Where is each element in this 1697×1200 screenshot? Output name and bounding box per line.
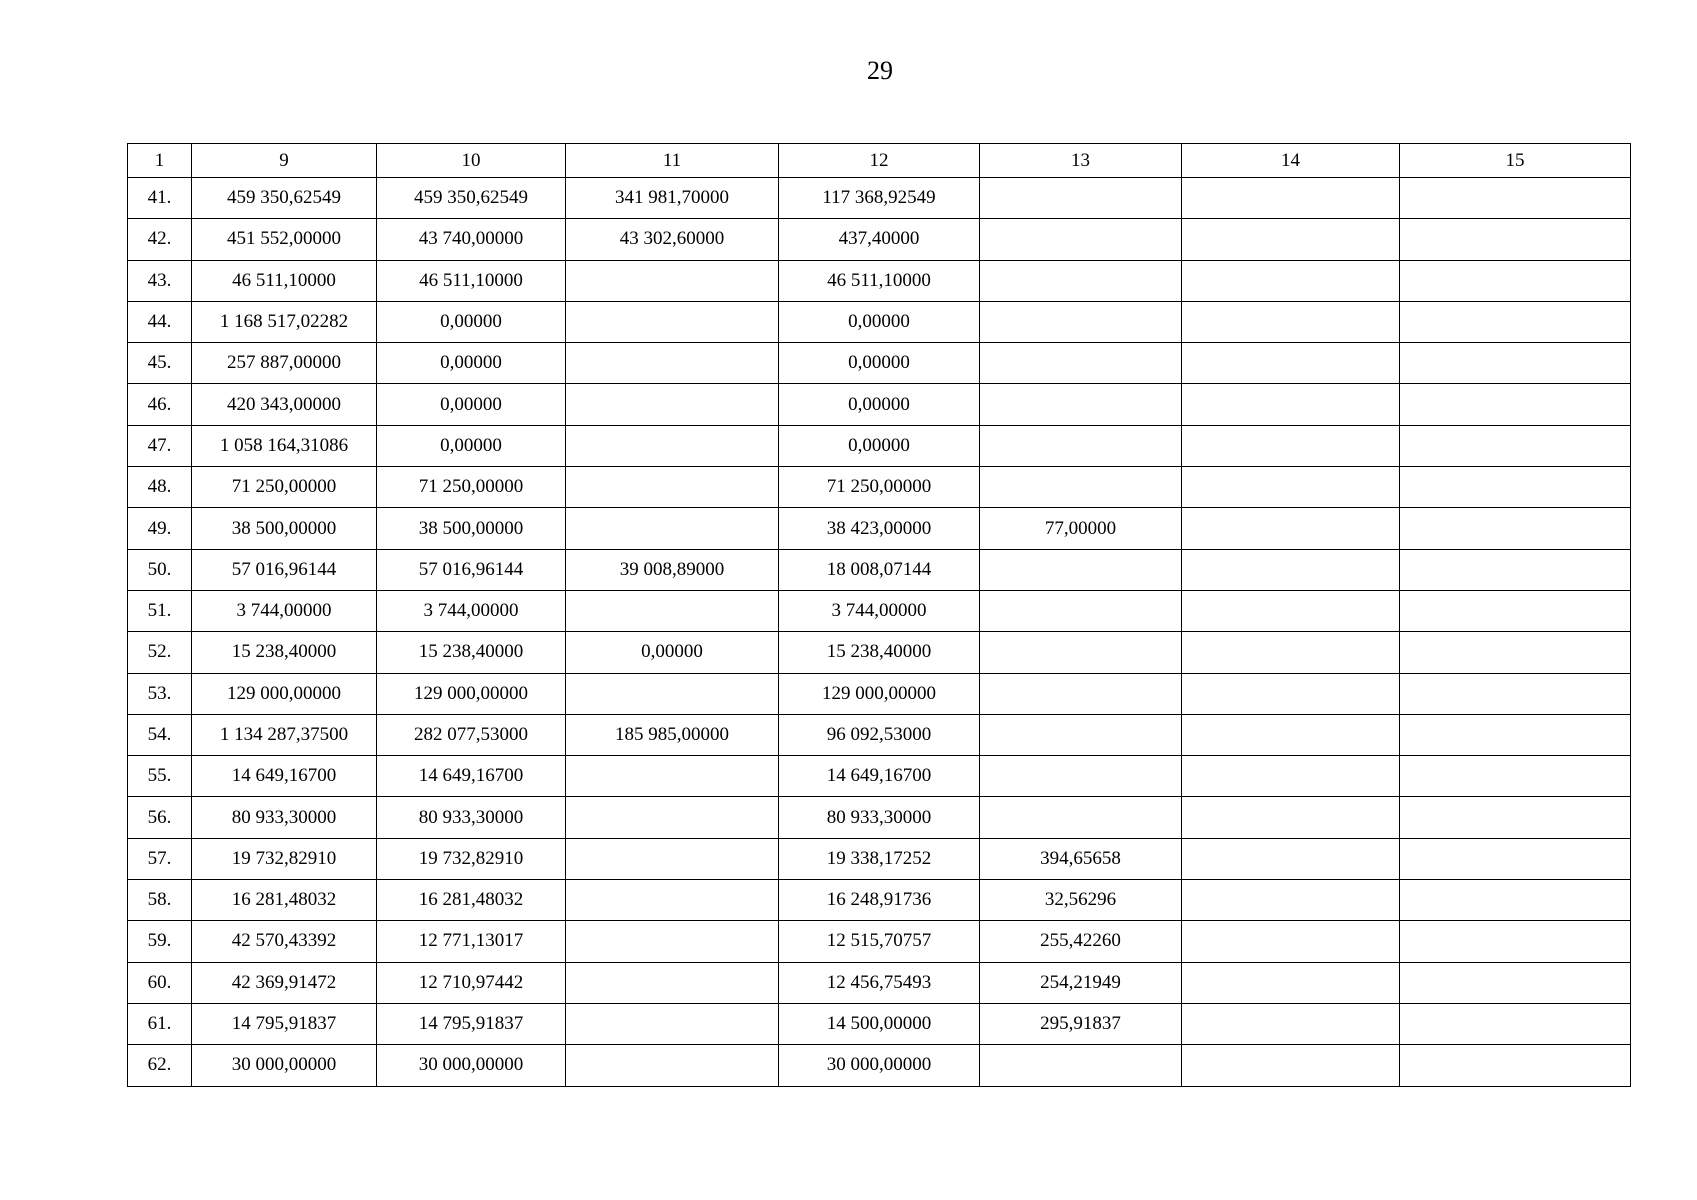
table-cell: [1400, 673, 1631, 714]
table-cell: 255,42260: [980, 921, 1182, 962]
table-cell: 14 500,00000: [779, 1003, 980, 1044]
table-cell: 185 985,00000: [566, 714, 779, 755]
table-cell: [1182, 590, 1400, 631]
table-cell: 341 981,70000: [566, 178, 779, 219]
table-cell: [980, 260, 1182, 301]
table-cell: [566, 921, 779, 962]
row-number-cell: 58.: [128, 880, 192, 921]
table-cell: 71 250,00000: [779, 467, 980, 508]
table-cell: 80 933,30000: [192, 797, 377, 838]
table-cell: [1182, 921, 1400, 962]
table-row: [128, 384, 1631, 425]
table-cell: [566, 1003, 779, 1044]
row-number-cell: 60.: [128, 962, 192, 1003]
table-cell: 14 649,16700: [192, 756, 377, 797]
table-row: [128, 921, 1631, 962]
table-cell: 129 000,00000: [192, 673, 377, 714]
table-cell: 38 500,00000: [377, 508, 566, 549]
table-cell: [1182, 962, 1400, 1003]
table-cell: 30 000,00000: [779, 1045, 980, 1086]
table-cell: [1400, 756, 1631, 797]
table-cell: [1400, 962, 1631, 1003]
table-cell: 0,00000: [377, 301, 566, 342]
table-cell: 451 552,00000: [192, 219, 377, 260]
table-cell: 129 000,00000: [377, 673, 566, 714]
table-cell: [980, 714, 1182, 755]
table-row: [128, 1003, 1631, 1044]
table-cell: [1400, 425, 1631, 466]
table-cell: [1400, 921, 1631, 962]
table-row: [128, 508, 1631, 549]
table-cell: [1182, 178, 1400, 219]
table-cell: [1182, 301, 1400, 342]
table-cell: [1400, 219, 1631, 260]
table-cell: 3 744,00000: [192, 590, 377, 631]
table-cell: 42 570,43392: [192, 921, 377, 962]
table-row: [128, 880, 1631, 921]
table-cell: [1182, 756, 1400, 797]
table-cell: [1400, 549, 1631, 590]
table-cell: [980, 178, 1182, 219]
row-number-cell: 41.: [128, 178, 192, 219]
table-cell: 295,91837: [980, 1003, 1182, 1044]
table-cell: 437,40000: [779, 219, 980, 260]
table-cell: [1400, 260, 1631, 301]
table-cell: [1182, 219, 1400, 260]
table-cell: [1182, 797, 1400, 838]
row-number-cell: 51.: [128, 590, 192, 631]
table-row: [128, 797, 1631, 838]
table-body: [128, 178, 1631, 1087]
row-number-cell: 43.: [128, 260, 192, 301]
table-cell: [566, 880, 779, 921]
table-cell: [1182, 467, 1400, 508]
table-row: [128, 343, 1631, 384]
table-cell: [1182, 425, 1400, 466]
table-cell: 46 511,10000: [779, 260, 980, 301]
table-row: [128, 838, 1631, 879]
row-number-cell: 47.: [128, 425, 192, 466]
table-cell: [980, 1045, 1182, 1086]
table-cell: [566, 797, 779, 838]
table-cell: 1 168 517,02282: [192, 301, 377, 342]
table-cell: 14 795,91837: [377, 1003, 566, 1044]
table-cell: 14 649,16700: [779, 756, 980, 797]
table-cell: 12 515,70757: [779, 921, 980, 962]
table-cell: 0,00000: [566, 632, 779, 673]
table-cell: [1400, 384, 1631, 425]
table-cell: 19 732,82910: [192, 838, 377, 879]
table-cell: [1182, 260, 1400, 301]
table-cell: 38 500,00000: [192, 508, 377, 549]
table-cell: [1400, 467, 1631, 508]
table-cell: 282 077,53000: [377, 714, 566, 755]
page-number: 29: [867, 56, 893, 85]
table-cell: 14 795,91837: [192, 1003, 377, 1044]
table-cell: 43 740,00000: [377, 219, 566, 260]
table-cell: [566, 343, 779, 384]
row-number-cell: 49.: [128, 508, 192, 549]
table-row: [128, 714, 1631, 755]
table-row: [128, 590, 1631, 631]
table-cell: [1182, 632, 1400, 673]
table-cell: 46 511,10000: [377, 260, 566, 301]
table-cell: 117 368,92549: [779, 178, 980, 219]
table-cell: [566, 508, 779, 549]
table-cell: 80 933,30000: [377, 797, 566, 838]
table-cell: [980, 384, 1182, 425]
table-cell: 19 338,17252: [779, 838, 980, 879]
table-cell: 3 744,00000: [779, 590, 980, 631]
table-cell: 420 343,00000: [192, 384, 377, 425]
table-cell: [1400, 632, 1631, 673]
table-cell: 30 000,00000: [377, 1045, 566, 1086]
row-number-cell: 62.: [128, 1045, 192, 1086]
column-header: 14: [1182, 144, 1400, 178]
column-header: 13: [980, 144, 1182, 178]
table-cell: 394,65658: [980, 838, 1182, 879]
table-cell: 0,00000: [779, 301, 980, 342]
table-cell: [1182, 384, 1400, 425]
table-cell: [980, 343, 1182, 384]
table-cell: [980, 549, 1182, 590]
table-cell: 0,00000: [779, 343, 980, 384]
table-cell: 19 732,82910: [377, 838, 566, 879]
table-cell: 15 238,40000: [779, 632, 980, 673]
table-cell: [980, 590, 1182, 631]
table-cell: 1 058 164,31086: [192, 425, 377, 466]
table-cell: 15 238,40000: [377, 632, 566, 673]
table-cell: 16 281,48032: [377, 880, 566, 921]
row-number-cell: 48.: [128, 467, 192, 508]
table-cell: 14 649,16700: [377, 756, 566, 797]
table-cell: 0,00000: [377, 425, 566, 466]
table-cell: 3 744,00000: [377, 590, 566, 631]
table-cell: [980, 425, 1182, 466]
column-header: 11: [566, 144, 779, 178]
table-cell: 57 016,96144: [192, 549, 377, 590]
table-cell: [1400, 714, 1631, 755]
row-number-cell: 42.: [128, 219, 192, 260]
row-number-cell: 52.: [128, 632, 192, 673]
table-cell: [1182, 343, 1400, 384]
table-cell: [1400, 1003, 1631, 1044]
table-cell: [1182, 880, 1400, 921]
table-cell: 39 008,89000: [566, 549, 779, 590]
table-cell: 0,00000: [377, 384, 566, 425]
table-cell: [1400, 1045, 1631, 1086]
table-cell: 32,56296: [980, 880, 1182, 921]
table-cell: [1182, 1045, 1400, 1086]
data-table: [127, 143, 1631, 1087]
table-cell: 0,00000: [377, 343, 566, 384]
table-cell: [566, 756, 779, 797]
table-cell: 459 350,62549: [192, 178, 377, 219]
table-row: [128, 425, 1631, 466]
table-cell: 15 238,40000: [192, 632, 377, 673]
table-cell: 18 008,07144: [779, 549, 980, 590]
row-number-cell: 44.: [128, 301, 192, 342]
table-cell: [566, 260, 779, 301]
table-cell: 12 771,13017: [377, 921, 566, 962]
table-cell: 129 000,00000: [779, 673, 980, 714]
table-cell: 71 250,00000: [192, 467, 377, 508]
table-cell: [566, 425, 779, 466]
table-cell: 0,00000: [779, 384, 980, 425]
row-number-cell: 50.: [128, 549, 192, 590]
table-cell: [1182, 673, 1400, 714]
row-number-cell: 46.: [128, 384, 192, 425]
table-cell: 42 369,91472: [192, 962, 377, 1003]
table-cell: [1182, 549, 1400, 590]
table-cell: [566, 962, 779, 1003]
table-cell: [980, 301, 1182, 342]
table-cell: [1182, 838, 1400, 879]
table-cell: [1400, 797, 1631, 838]
table-cell: 0,00000: [779, 425, 980, 466]
table-row: [128, 1045, 1631, 1086]
column-header: 12: [779, 144, 980, 178]
row-number-cell: 45.: [128, 343, 192, 384]
table-cell: 459 350,62549: [377, 178, 566, 219]
table-cell: [566, 384, 779, 425]
table-cell: [1400, 178, 1631, 219]
table-cell: 80 933,30000: [779, 797, 980, 838]
table-cell: [566, 673, 779, 714]
table-cell: [1400, 880, 1631, 921]
table-cell: 77,00000: [980, 508, 1182, 549]
table-cell: [980, 467, 1182, 508]
table-cell: [1182, 714, 1400, 755]
table-row: [128, 549, 1631, 590]
table-cell: [1182, 508, 1400, 549]
table-cell: [980, 219, 1182, 260]
table-row: [128, 260, 1631, 301]
table-row: [128, 219, 1631, 260]
table-cell: 30 000,00000: [192, 1045, 377, 1086]
table-cell: 57 016,96144: [377, 549, 566, 590]
column-header: 1: [128, 144, 192, 178]
table-cell: 254,21949: [980, 962, 1182, 1003]
table-cell: [566, 838, 779, 879]
table-cell: 16 281,48032: [192, 880, 377, 921]
row-number-cell: 56.: [128, 797, 192, 838]
table-cell: [1400, 343, 1631, 384]
table-cell: 96 092,53000: [779, 714, 980, 755]
row-number-cell: 61.: [128, 1003, 192, 1044]
table-cell: [1400, 301, 1631, 342]
table-cell: [566, 590, 779, 631]
table-cell: 46 511,10000: [192, 260, 377, 301]
row-number-cell: 59.: [128, 921, 192, 962]
table-cell: 12 456,75493: [779, 962, 980, 1003]
table-row: [128, 178, 1631, 219]
row-number-cell: 57.: [128, 838, 192, 879]
table-cell: [1182, 1003, 1400, 1044]
table-cell: 43 302,60000: [566, 219, 779, 260]
table-cell: [1400, 838, 1631, 879]
table-cell: [1400, 590, 1631, 631]
header-row: [128, 144, 1631, 178]
table-cell: [980, 797, 1182, 838]
table-cell: [1400, 508, 1631, 549]
table-cell: 16 248,91736: [779, 880, 980, 921]
row-number-cell: 53.: [128, 673, 192, 714]
table-row: [128, 673, 1631, 714]
table-cell: 71 250,00000: [377, 467, 566, 508]
table-cell: 38 423,00000: [779, 508, 980, 549]
table-row: [128, 467, 1631, 508]
table-cell: 1 134 287,37500: [192, 714, 377, 755]
table-cell: [566, 1045, 779, 1086]
table-row: [128, 632, 1631, 673]
table-row: [128, 756, 1631, 797]
table-cell: [566, 301, 779, 342]
table-row: [128, 962, 1631, 1003]
table-row: [128, 301, 1631, 342]
table-header: [128, 144, 1631, 178]
row-number-cell: 54.: [128, 714, 192, 755]
column-header: 15: [1400, 144, 1631, 178]
table-cell: 257 887,00000: [192, 343, 377, 384]
column-header: 9: [192, 144, 377, 178]
table-cell: [980, 756, 1182, 797]
table-cell: [980, 673, 1182, 714]
table-cell: [980, 632, 1182, 673]
column-header: 10: [377, 144, 566, 178]
row-number-cell: 55.: [128, 756, 192, 797]
table-cell: [566, 467, 779, 508]
table-cell: 12 710,97442: [377, 962, 566, 1003]
